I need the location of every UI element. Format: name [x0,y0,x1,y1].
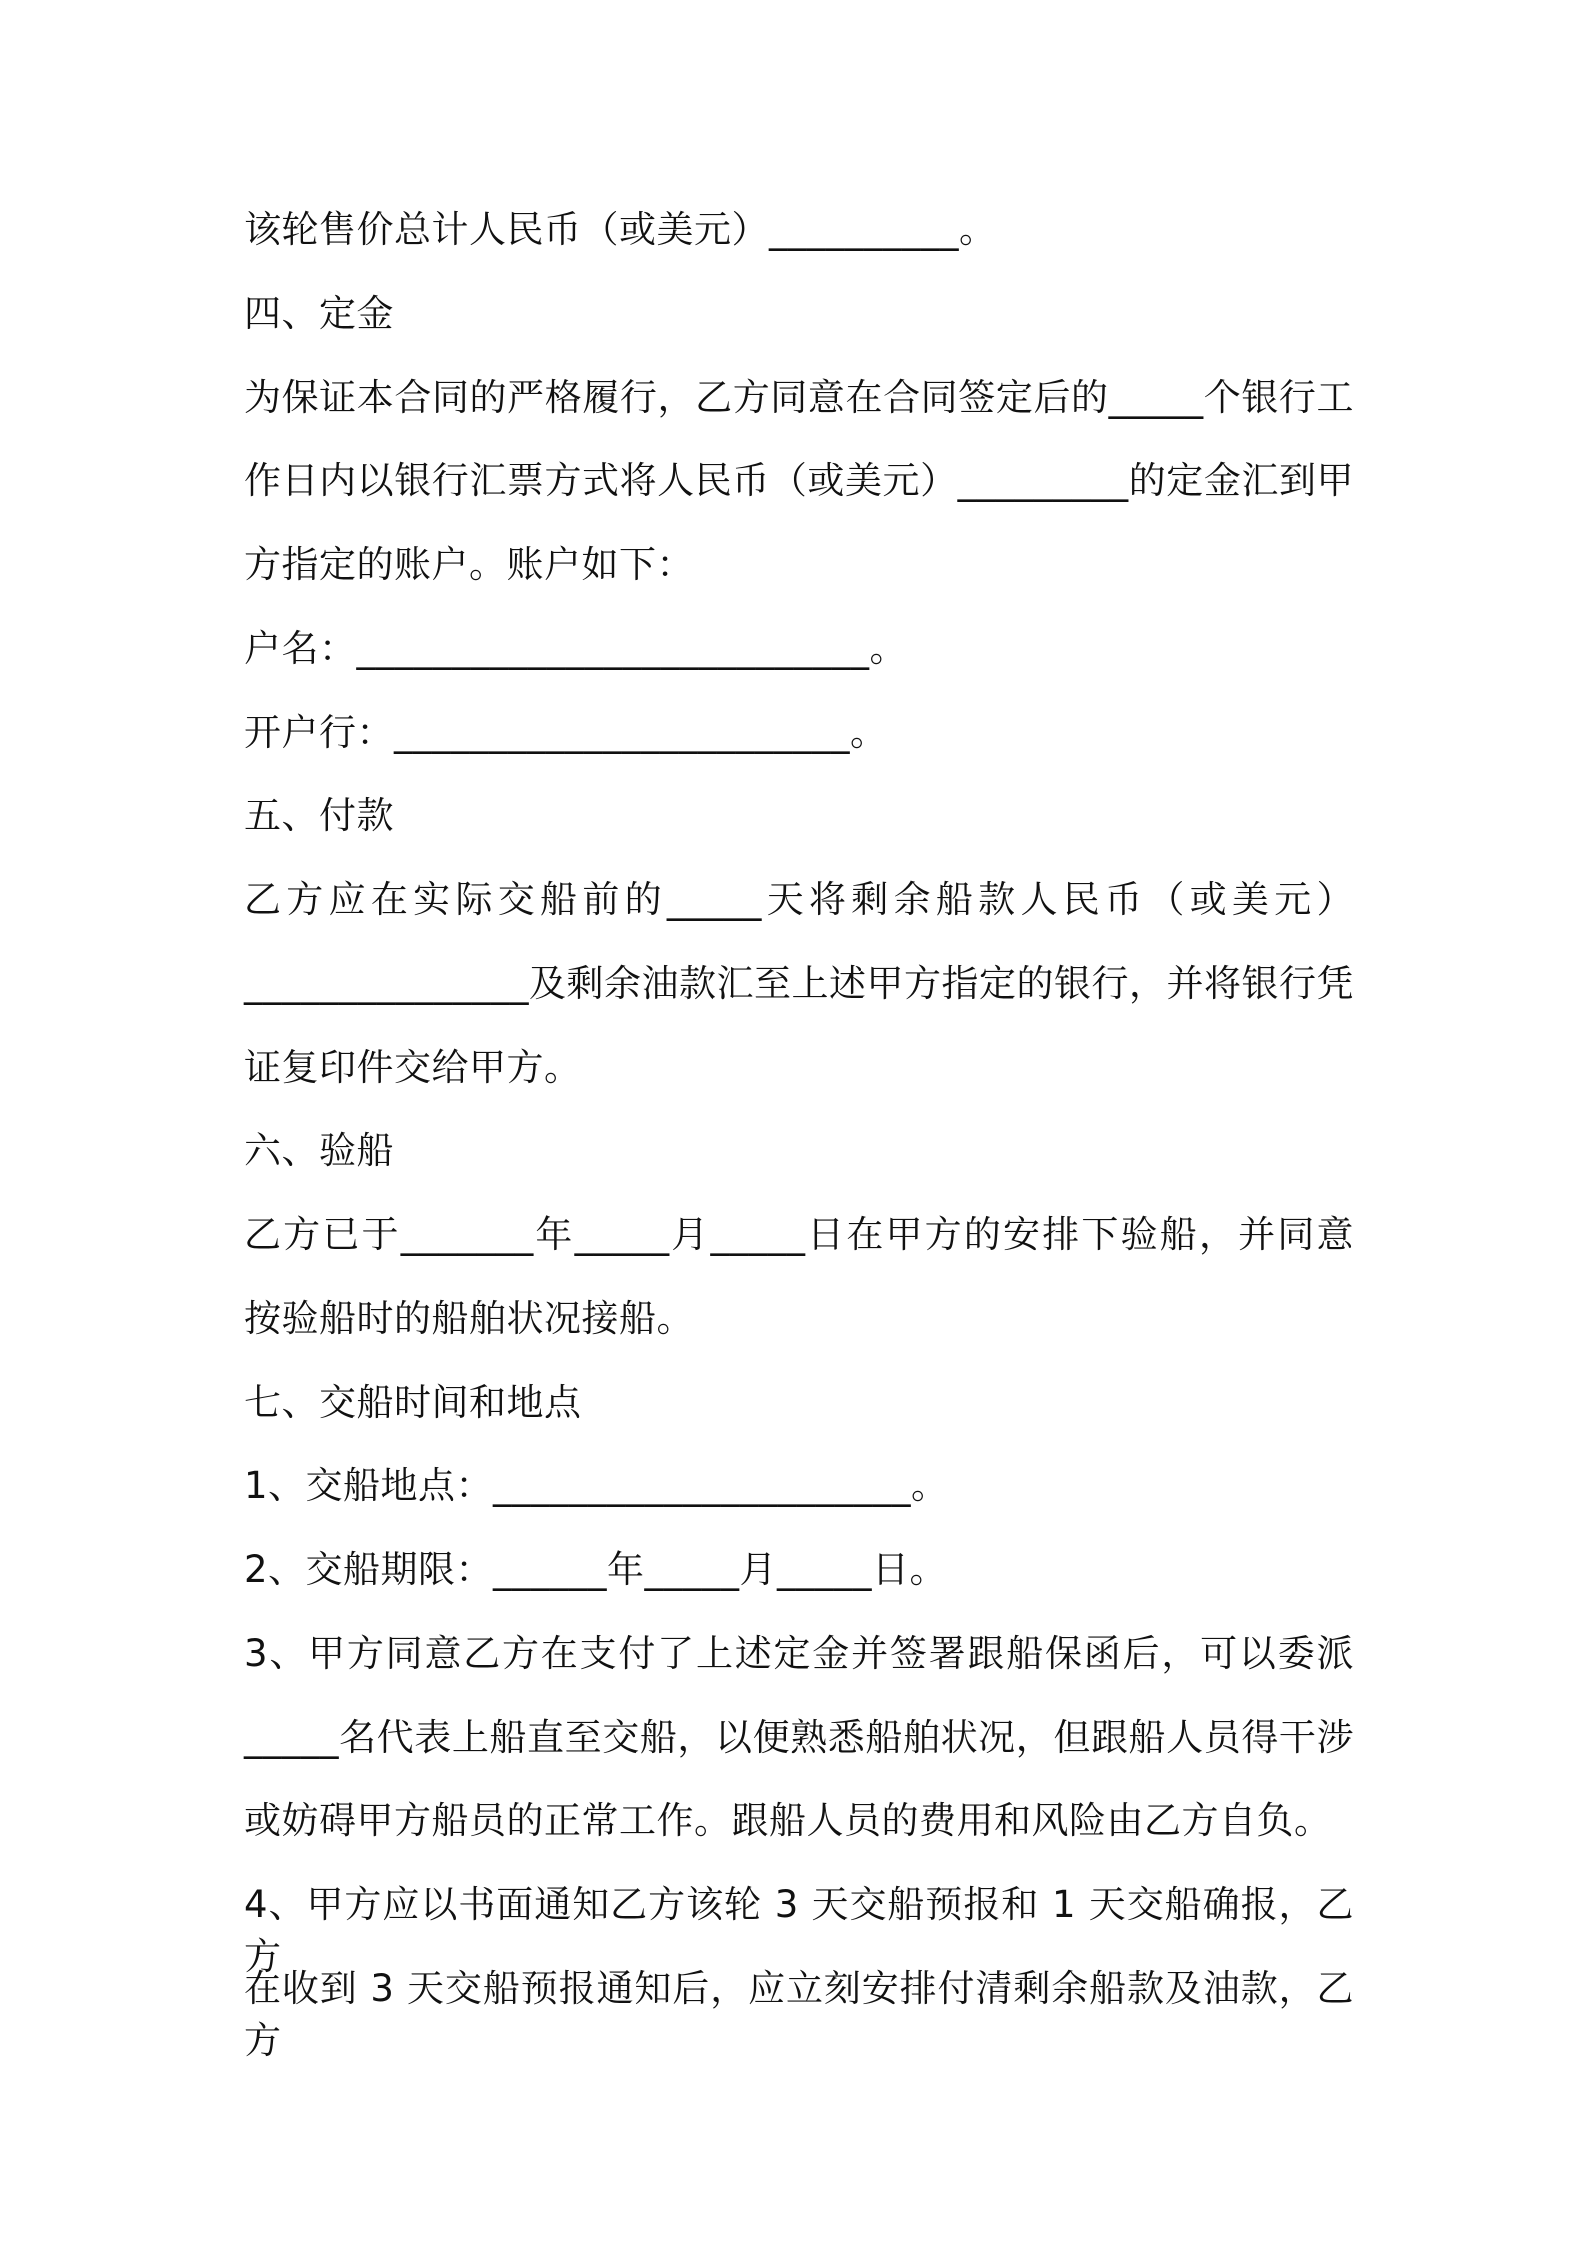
section-heading-delivery: 七、交船时间和地点 [244,1381,582,1424]
text-line-deposit-1: 为保证本合同的严格履行，乙方同意在合同签定后的_____个银行工 [244,376,1354,419]
text-line-inspection-2: 按验船时的船舶状况接船。 [244,1297,694,1340]
section-heading-payment: 五、付款 [244,794,394,837]
list-item-representatives-3: 或妨碍甲方船员的正常工作。跟船人员的费用和风险由乙方自负。 [244,1799,1332,1842]
list-item-delivery-date: 2、交船期限：______年_____月_____日。 [244,1548,948,1591]
list-item-notice-2: 在收到 3 天交船预报通知后，应立刻安排付清剩余船款及油款，乙方 [244,1967,1354,2062]
list-item-representatives-2: _____名代表上船直至交船，以便熟悉船舶状况，但跟船人员得干涉 [244,1716,1354,1759]
text-line-account-name: 户名：___________________________。 [244,627,907,670]
text-line-deposit-3: 方指定的账户。账户如下： [244,543,694,586]
text-line-payment-1: 乙方应在实际交船前的_____天将剩余船款人民币（或美元） [244,878,1354,921]
list-item-delivery-place: 1、交船地点：______________________。 [244,1464,949,1507]
list-item-notice-1: 4、甲方应以书面通知乙方该轮 3 天交船预报和 1 天交船确报，乙方 [244,1883,1354,1978]
text-line-payment-2: _______________及剩余油款汇至上述甲方指定的银行，并将银行凭 [244,962,1354,1005]
text-line-payment-3: 证复印件交给甲方。 [244,1046,582,1089]
text-line-inspection-1: 乙方已于_______年_____月_____日在甲方的安排下验船，并同意 [244,1213,1354,1256]
section-heading-deposit: 四、定金 [244,292,394,335]
section-heading-inspection: 六、验船 [244,1129,394,1172]
text-line-price-total: 该轮售价总计人民币（或美元）__________。 [244,208,997,251]
list-item-representatives-1: 3、甲方同意乙方在支付了上述定金并签署跟船保函后，可以委派 [244,1632,1354,1675]
text-line-deposit-2: 作日内以银行汇票方式将人民币（或美元）_________的定金汇到甲 [244,459,1354,502]
text-line-bank: 开户行：________________________。 [244,711,888,754]
